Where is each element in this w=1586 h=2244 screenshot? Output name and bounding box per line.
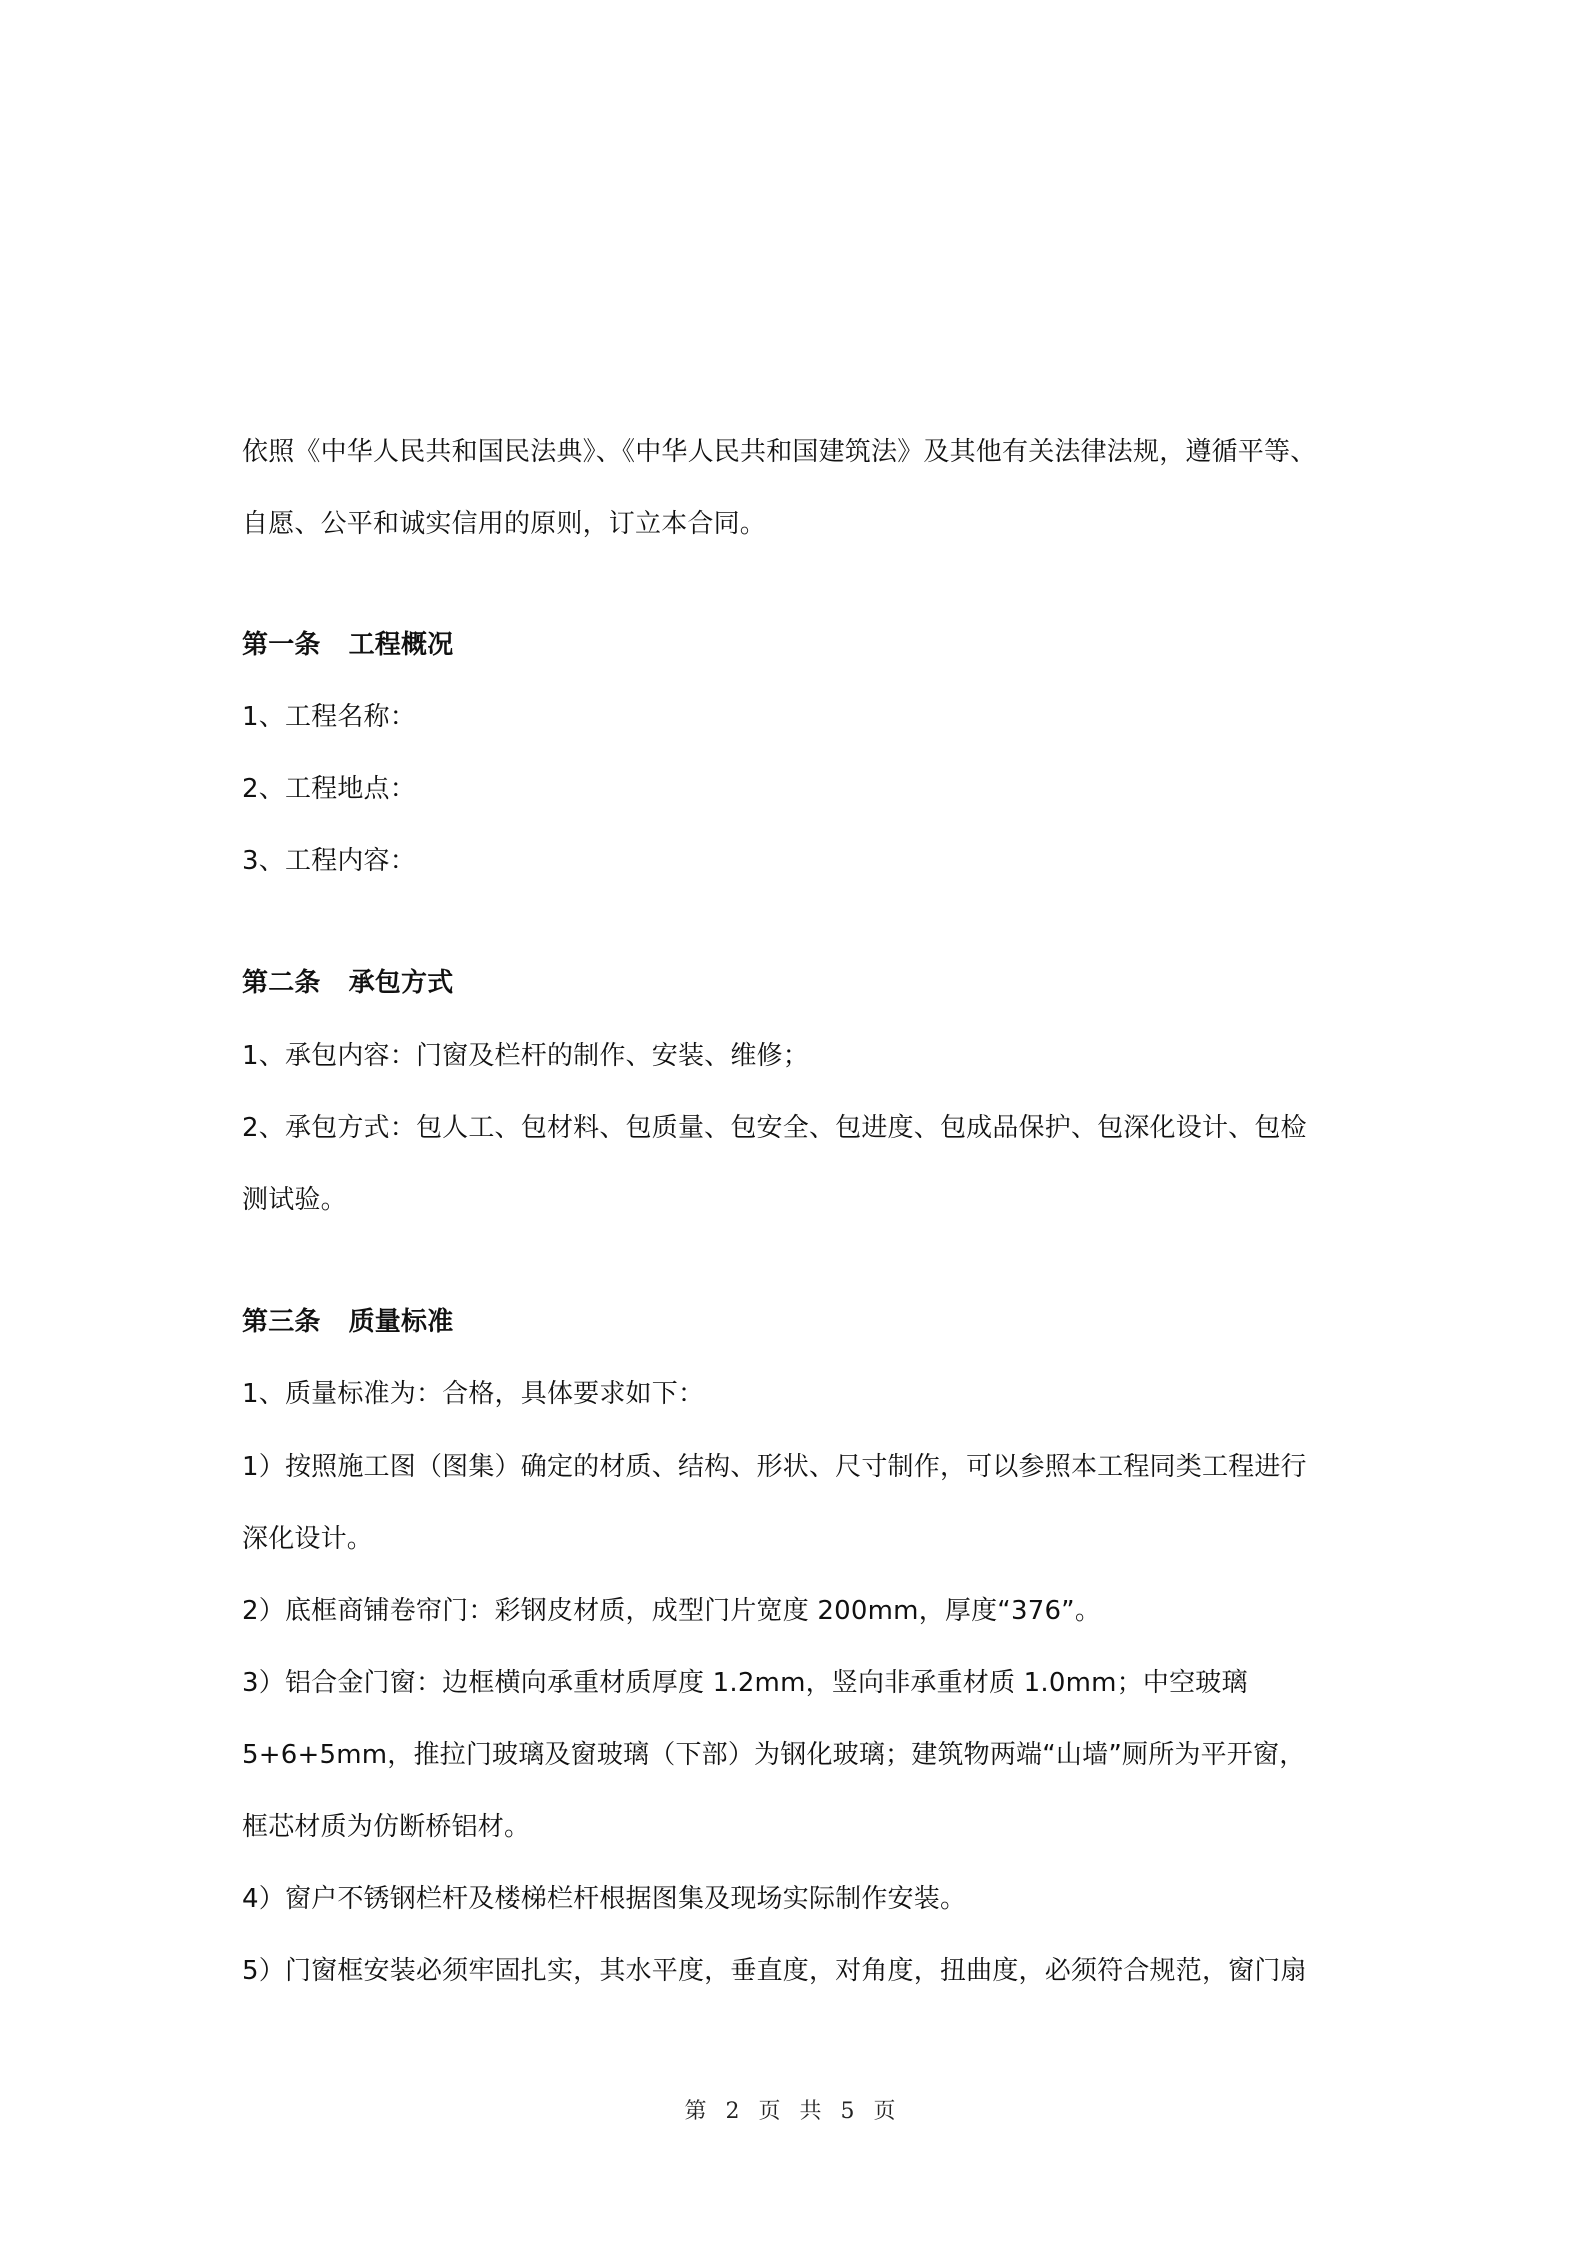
article-3-line-5: 3）铝合金门窗：边框横向承重材质厚度 1.2mm，竖向非承重材质 1.0mm；中空玻璃 [242, 1668, 1248, 1698]
article-1-item-name: 1、工程名称： [242, 702, 416, 732]
article-1-item-content: 3、工程内容： [242, 846, 416, 876]
article-3-title: 质量标准 [348, 1307, 454, 1337]
article-3-line-8: 4）窗户不锈钢栏杆及楼梯栏杆根据图集及现场实际制作安装。 [242, 1884, 967, 1914]
article-1-title: 工程概况 [348, 630, 454, 660]
intro-line-1: 依照《中华人民共和国民法典》、《中华人民共和国建筑法》及其他有关法律法规，遵循平等、 [242, 437, 1317, 467]
article-2-title: 承包方式 [348, 968, 454, 998]
article-2-line-3: 测试验。 [242, 1185, 347, 1215]
article-1-item-location: 2、工程地点： [242, 774, 416, 804]
article-2-line-1: 1、承包内容：门窗及栏杆的制作、安装、维修； [242, 1041, 809, 1071]
article-1-number: 第一条 [242, 630, 321, 660]
article-3-line-7: 框芯材质为仿断桥铝材。 [242, 1812, 531, 1842]
article-3-number: 第三条 [242, 1307, 321, 1337]
page-number-footer: 第 2 页 共 5 页 [684, 2099, 902, 2124]
article-2-number: 第二条 [242, 968, 321, 998]
article-3-line-2: 1）按照施工图（图集）确定的材质、结构、形状、尺寸制作，可以参照本工程同类工程进行 [242, 1452, 1307, 1482]
intro-line-2: 自愿、公平和诚实信用的原则，订立本合同。 [242, 509, 767, 539]
article-2-line-2: 2、承包方式：包人工、包材料、包质量、包安全、包进度、包成品保护、包深化设计、包检 [242, 1113, 1307, 1143]
article-3-line-1: 1、质量标准为：合格，具体要求如下： [242, 1379, 705, 1409]
article-1-heading [242, 628, 453, 662]
article-3-line-4: 2）底框商铺卷帘门：彩钢皮材质，成型门片宽度 200mm，厚度“376”。 [242, 1596, 1102, 1626]
article-2-heading [242, 966, 453, 1000]
article-3-line-9: 5）门窗框安装必须牢固扎实，其水平度，垂直度，对角度，扭曲度，必须符合规范，窗门扇 [242, 1956, 1307, 1986]
article-3-line-3: 深化设计。 [242, 1524, 374, 1554]
article-3-heading [242, 1305, 453, 1339]
article-3-line-6: 5+6+5mm，推拉门玻璃及窗玻璃（下部）为钢化玻璃；建筑物两端“山墙”厕所为平开窗， [242, 1740, 1306, 1770]
